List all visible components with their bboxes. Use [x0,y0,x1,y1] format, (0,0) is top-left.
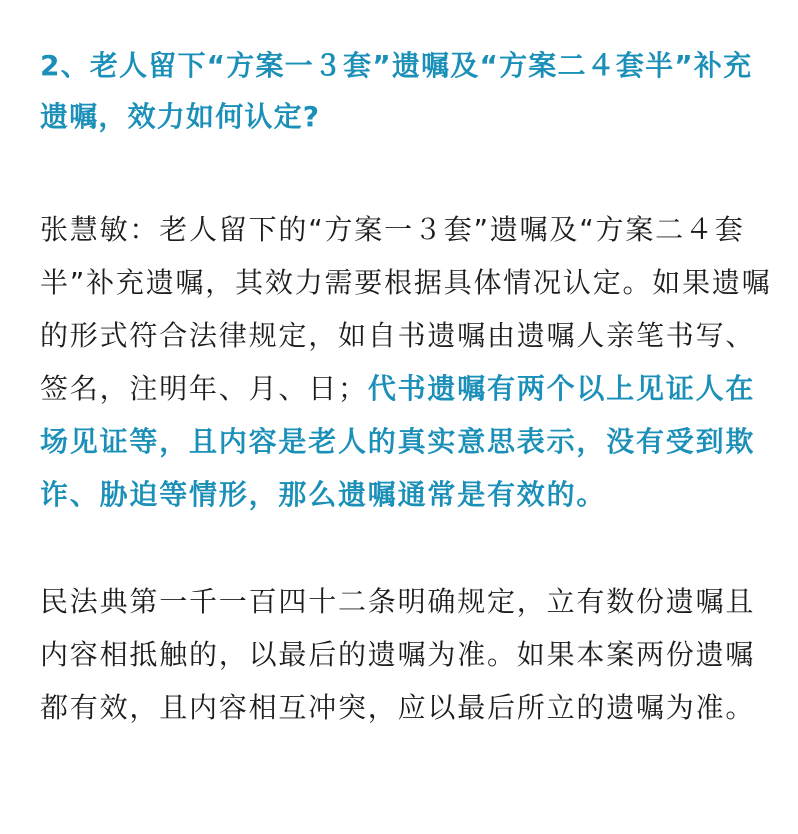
answer-highlight-text: 代书遗嘱有两个以上见证人在场见证等，且内容是老人的真实意思表示，没有受到欺诈、胁迫等情形，那么遗嘱通常是有效的。 [40,372,756,511]
law-paragraph: 民法典第一千一百四十二条明确规定，立有数份遗嘱且内容相抵触的，以最后的遗嘱为准。如果本案两份遗嘱都有效，且内容相互冲突，应以最后所立的遗嘱为准。 [40,585,756,724]
question-heading: 2、老人留下“方案一３套”遗嘱及“方案二４套半”补充遗嘱，效力如何认定? [40,49,753,133]
answer-paragraph [40,203,776,521]
article-body [40,40,776,734]
answer-text: 张慧敏：老人留下的“方案一３套”遗嘱及“方案二４套半”补充遗嘱，其效力需要根据具体情况认定。如果遗嘱的形式符合法律规定，如自书遗嘱由遗嘱人亲笔书写、签名，注明年、月、日； [40,213,772,405]
